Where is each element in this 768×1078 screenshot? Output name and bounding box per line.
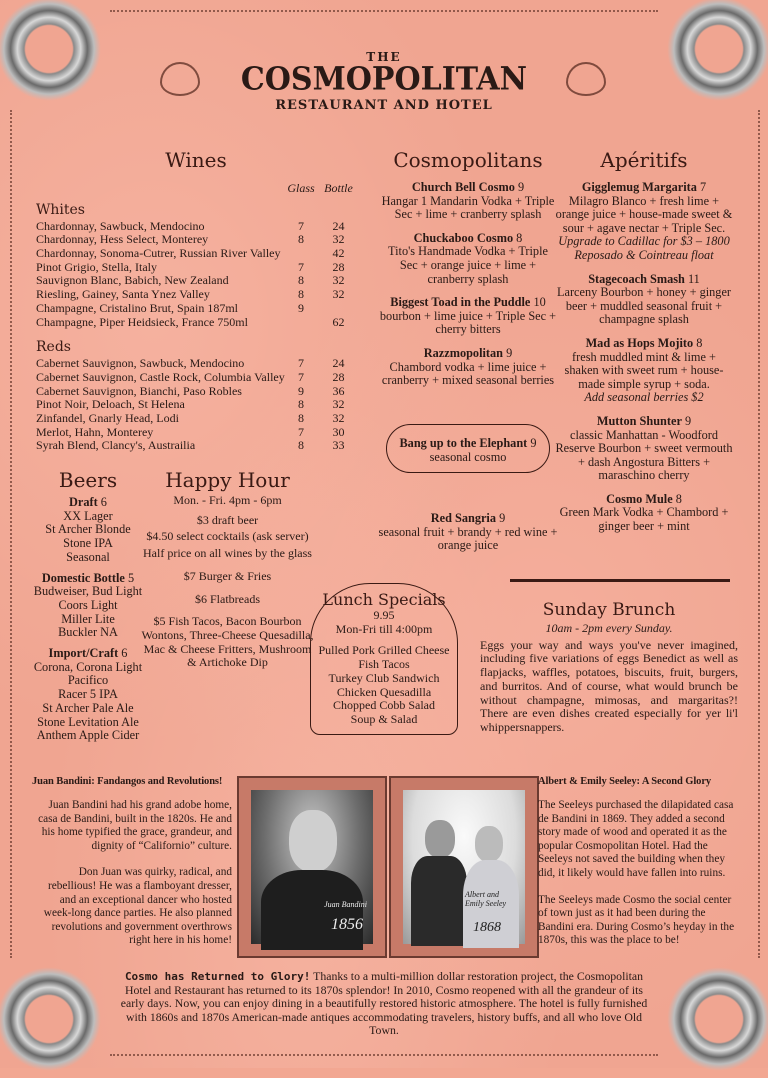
beer-group: [30, 572, 146, 641]
wine-name: Merlot, Hahn, Monterey: [36, 424, 154, 439]
beers-section: [30, 468, 146, 750]
seeley-story: [538, 776, 738, 948]
wine-row: [36, 398, 366, 412]
logo-title: COSMOPOLITAN: [240, 61, 528, 98]
footer-lead: Cosmo has Returned to Glory!: [124, 970, 311, 983]
lunch-specials-section: [310, 583, 458, 735]
wine-row: [36, 357, 366, 371]
lunch-item: Chopped Cobb Salad: [333, 698, 435, 713]
wine-name: Chardonnay, Sawbuck, Mendocino: [36, 218, 205, 233]
glass-header: Glass: [287, 181, 315, 195]
wine-glass-price: 9: [298, 383, 304, 398]
beer-group-name: Draft: [69, 495, 98, 509]
beer-group-price: 6: [121, 646, 128, 661]
lunch-heading: Lunch Specials: [322, 590, 446, 609]
wine-bottle-price: 32: [332, 397, 345, 412]
seeley-portrait: [391, 778, 537, 956]
drink-price: 9: [506, 345, 513, 360]
wine-bottle-price: 33: [332, 438, 345, 453]
portrait-caption: Juan Bandini: [324, 900, 367, 909]
wine-name: Sauvignon Blanc, Babich, New Zealand: [36, 273, 229, 288]
footer-text: [112, 970, 656, 1038]
drink-desc: Tito's Handmade Vodka + Triple Sec + orange juice + lime + cranberry splash: [388, 244, 548, 286]
drink-title: [378, 181, 558, 195]
beer-item: Pacifico: [67, 673, 109, 688]
wine-name: Syrah Blend, Clancy's, Austrailia: [36, 438, 196, 453]
drink-desc: Chambord vodka + lime juice + cranberry + mixed seasonal berries: [381, 359, 555, 388]
corner-ornament: [0, 960, 108, 1078]
wine-name: Cabernet Sauvignon, Sawbuck, Mendocino: [36, 356, 245, 371]
brunch-heading: Sunday Brunch: [542, 600, 676, 620]
beer-item: Seasonal: [66, 549, 110, 564]
drink-title: [378, 347, 558, 361]
drink-title: [555, 337, 733, 351]
lunch-item: Turkey Club Sandwich: [328, 670, 440, 685]
cosmopolitans-heading: Cosmopolitans: [393, 148, 543, 172]
right-border: [758, 110, 764, 958]
bandini-portrait: [239, 778, 385, 956]
wine-glass-price: 8: [298, 287, 304, 302]
drink-name: Mad as Hops Mojito: [585, 335, 694, 350]
portrait-year: 1868: [473, 920, 501, 935]
bottle-header: Bottle: [324, 181, 353, 195]
wine-row: [36, 247, 366, 261]
happy-hour-hours: Mon. - Fri. 4pm - 6pm: [173, 493, 282, 507]
drink-name: Biggest Toad in the Puddle: [390, 295, 531, 310]
wine-name: Riesling, Gainey, Santa Ynez Valley: [36, 287, 210, 302]
wine-bottle-price: 62: [332, 314, 345, 329]
drink-title: [555, 415, 733, 429]
brunch-section: [480, 600, 738, 735]
beer-item: St Archer Pale Ale: [42, 700, 134, 715]
drink-name: Stagecoach Smash: [588, 271, 685, 286]
happy-hour-item: $6 Flatbreads: [195, 591, 260, 606]
wine-row: [36, 233, 366, 247]
wines-heading: Wines: [165, 148, 227, 172]
drink-item: [378, 347, 558, 388]
wine-name: Cabernet Sauvignon, Castle Rock, Columbia Valley: [36, 369, 285, 384]
beer-item: Stone Levitation Ale: [37, 714, 139, 729]
wine-glass-price: 7: [298, 369, 304, 384]
wine-glass-price: 7: [298, 424, 304, 439]
wine-row: [36, 426, 366, 440]
drink-desc: Green Mark Vodka + Chambord + ginger beer + mint: [559, 505, 729, 534]
beer-item: Anthem Apple Cider: [36, 728, 140, 743]
drink-desc: classic Manhattan - Woodford Reserve Bourbon + sweet vermouth + dash Angostura Bitters + maraschino cherry: [555, 427, 733, 483]
drink-title: [555, 273, 733, 287]
beer-group-title: [30, 647, 146, 661]
wine-glass-price: 7: [298, 356, 304, 371]
sangria: [378, 512, 558, 553]
drink-price: 10: [533, 295, 546, 310]
portrait-body: [261, 870, 363, 950]
brunch-hours: 10am - 2pm every Sunday.: [545, 621, 673, 635]
wine-bottle-price: 36: [332, 383, 345, 398]
beer-group-name: Domestic Bottle: [41, 570, 125, 585]
brunch-divider: [510, 579, 730, 582]
whites-heading: Whites: [36, 201, 85, 218]
lunch-item: Soup & Salad: [350, 711, 418, 726]
bandini-heading: Juan Bandini: Fandangos and Revolutions!: [32, 776, 223, 787]
wine-glass-price: 8: [298, 438, 304, 453]
drink-price: 9: [530, 436, 537, 450]
drink-desc: Larceny Bourbon + honey + ginger beer + muddled seasonal fruit + champagne splash: [556, 285, 732, 327]
drink-item: [378, 181, 558, 222]
wine-glass-price: 8: [298, 410, 304, 425]
top-border: [110, 10, 658, 16]
portrait-face: [425, 820, 455, 858]
wine-row: [36, 412, 366, 426]
beer-group-title: [30, 572, 146, 586]
drink-desc: fresh muddled mint & lime + shaken with sweet rum + house-made simple syrup + soda.: [564, 349, 724, 391]
wine-bottle-price: 24: [332, 218, 345, 233]
wine-row: [36, 316, 366, 330]
beers-heading: Beers: [58, 468, 118, 492]
lunch-item: Pulled Pork Grilled Cheese: [318, 643, 450, 658]
wine-name: Chardonnay, Sonoma-Cutrer, Russian River Valley: [36, 246, 281, 261]
wine-glass-price: 9: [298, 300, 304, 315]
wine-glass-price: [286, 316, 316, 330]
logo-subtitle: RESTAURANT AND HOTEL: [275, 98, 493, 113]
seeley-paragraph: The Seeleys purchased the dilapidated casa de Bandini in 1869. They added a second story made of wood and operated it as the popular Cosmopolitan Hotel. Had the Seeleys not saved the building when they did, it likely would have fallen into ruins.: [538, 799, 734, 879]
happy-hour-section: [140, 468, 315, 679]
drink-price: 8: [675, 491, 682, 506]
beer-group: [30, 496, 146, 565]
portrait-face: [475, 826, 503, 862]
wine-glass-price: 8: [298, 232, 304, 247]
portrait-face: [289, 810, 337, 872]
wine-bottle-price: 30: [332, 424, 345, 439]
beer-group: [30, 647, 146, 743]
beer-item: Budweiser, Bud Light: [33, 584, 143, 599]
wine-row: [36, 385, 366, 399]
drink-price: 11: [687, 271, 700, 286]
logo-the: THE: [366, 50, 402, 64]
bandini-story: [32, 776, 232, 948]
portrait-year: 1856: [331, 916, 363, 933]
drink-desc: Milagro Blanco + fresh lime + orange juice + house-made sweet & sour + agave nectar + Triple Sec.: [555, 193, 733, 235]
wine-row: [36, 220, 366, 234]
wine-name: Champagne, Cristalino Brut, Spain 187ml: [36, 300, 238, 315]
drink-name: Church Bell Cosmo: [411, 180, 515, 194]
drink-name: Bang up to the Elephant: [399, 436, 528, 450]
wine-name: Cabernet Sauvignon, Bianchi, Paso Robles: [36, 383, 242, 398]
wine-name: Pinot Noir, Deloach, St Helena: [36, 397, 185, 412]
lunch-item: Fish Tacos: [358, 657, 410, 672]
drink-name: Chuckaboo Cosmo: [413, 230, 514, 245]
wine-bottle-price: 42: [332, 246, 345, 261]
wine-name: Zinfandel, Gnarly Head, Lodi: [36, 410, 179, 425]
left-border: [10, 110, 16, 958]
wine-bottle-price: 28: [332, 369, 345, 384]
bottom-border: [110, 1054, 658, 1060]
lunch-price: 9.95: [373, 608, 395, 622]
drink-title: [555, 181, 733, 195]
wine-name: Pinot Grigio, Stella, Italy: [36, 259, 157, 274]
cosmopolitans-section: [378, 148, 558, 398]
wine-glass-price: 7: [298, 218, 304, 233]
drink-desc: seasonal fruit + brandy + red wine + orange juice: [378, 524, 558, 553]
drink-item: [555, 415, 733, 483]
happy-hour-item: $5 Fish Tacos, Bacon Bourbon Wontons, Three-Cheese Quesadilla, Mac & Cheese Fritters, Mushroom & Artichoke Dip: [141, 614, 314, 670]
portrait-caption: Albert and Emily Seeley: [465, 890, 507, 908]
seeley-heading: Albert & Emily Seeley: A Second Glory: [538, 776, 712, 787]
wine-bottle-price: 32: [332, 410, 345, 425]
wine-bottle-price: 32: [332, 273, 345, 288]
drink-price: 9: [517, 180, 525, 194]
wine-row: [36, 302, 366, 316]
drink-item: [555, 273, 733, 327]
drink-desc: bourbon + lime juice + Triple Sec + cherry bitters: [379, 308, 557, 337]
wine-row: [36, 439, 366, 453]
seeley-paragraph: The Seeleys made Cosmo the social center of town just as it had been during the Bandini era. During Cosmo’s heyday in the 1870s, this was the place to be!: [538, 893, 735, 947]
drink-item: [378, 232, 558, 286]
beer-group-title: [30, 496, 146, 510]
beer-group-name: Import/Craft: [48, 646, 119, 661]
drink-title: [378, 296, 558, 310]
beer-item: XX Lager: [63, 508, 113, 523]
happy-hour-item: Half price on all wines by the glass: [143, 546, 312, 561]
drink-name: Cosmo Mule: [606, 491, 673, 506]
happy-hour-item: $7 Burger & Fries: [183, 568, 272, 583]
wine-bottle-price: 28: [332, 259, 345, 274]
wine-row: [36, 371, 366, 385]
beer-group-price: 5: [127, 570, 135, 585]
bandini-paragraph: Juan Bandini had his grand adobe home, casa de Bandini, built in the 1820s. He and his home typified the grace, grandeur, and dignity of “Californio” culture.: [38, 799, 232, 852]
beer-item: Coors Light: [58, 597, 118, 612]
drink-price: 8: [516, 230, 523, 245]
wine-bottle-price: 32: [332, 287, 345, 302]
lunch-item: Chicken Quesadilla: [336, 684, 432, 699]
beer-item: Corona, Corona Light: [33, 659, 143, 674]
lunch-hours: Mon-Fri till 4:00pm: [335, 621, 433, 636]
drink-item: [555, 493, 733, 534]
drink-name: Gigglemug Margarita: [581, 180, 697, 194]
aperitifs-heading: Apéritifs: [600, 148, 688, 172]
wine-glass-price: 7: [298, 259, 304, 274]
bandini-paragraph: Don Juan was quirky, radical, and rebellious! He was a flamboyant dresser, and an exceptional dancer who hosted week-long dance parties. He also planned revolutions and government overthrows right here in his home!: [43, 866, 232, 947]
drink-note: Upgrade to Cadillac for $3 – 1800 Reposado & Cointreau float: [558, 234, 730, 262]
drink-name: Red Sangria: [430, 511, 496, 525]
drink-title: [555, 493, 733, 507]
wine-name: Chardonnay, Hess Select, Monterey: [36, 232, 209, 247]
reds-heading: Reds: [36, 339, 71, 356]
drink-name: Razzmopolitan: [423, 345, 503, 360]
drink-price: 9: [499, 511, 506, 525]
drink-name: Mutton Shunter: [596, 413, 682, 428]
wine-glass-price: 8: [298, 397, 304, 412]
wine-glass-price: [286, 247, 316, 261]
drink-price: 9: [685, 413, 692, 428]
happy-hour-heading: Happy Hour: [165, 468, 290, 492]
wines-section: [36, 148, 366, 453]
beer-group-price: 6: [100, 495, 107, 509]
aperitifs-section: [555, 148, 733, 544]
wine-row: [36, 261, 366, 275]
wine-glass-price: 8: [298, 273, 304, 288]
happy-hour-item: $4.50 select cocktails (ask server): [146, 529, 309, 544]
drink-price: 7: [700, 180, 707, 194]
footer-body: Thanks to a multi-million dollar restoration project, the Cosmopolitan Hotel and Restaurant has returned to its 1870s splendor! In 2010, Cosmo reopened with all the grandeur of its early days. Now, you can enjoy dining in a beautifully restored historic atmosphere. The hotel is fully furnished with 1860s and 1870s American-made antiques accommodating travelers, history buffs, and all who love Old Town.: [120, 969, 648, 1038]
drink-item: [378, 296, 558, 337]
drink-note: Add seasonal berries $2: [584, 390, 704, 405]
drink-price: 8: [696, 335, 703, 350]
wine-row: [36, 288, 366, 302]
beer-item: Buckler NA: [58, 625, 118, 640]
wine-row: [36, 274, 366, 288]
wine-name: Champagne, Piper Heidsieck, France 750ml: [36, 314, 248, 329]
featured-cocktail: [386, 424, 550, 473]
corner-ornament: [660, 960, 768, 1078]
wine-bottle-price: 32: [332, 232, 345, 247]
wine-bottle-price: 24: [332, 356, 345, 371]
portrait-body: [411, 856, 467, 946]
brunch-text: Eggs your way and ways you've never imagined, including five variations of eggs Benedict as well as flapjacks, waffles, potatoes, biscuits, fruit, burgers, and burritos. And of course, what would brunch be without champagne, mimosas, and margaritas?! There are even dishes created especially for yer li'l whippersnappers.: [480, 637, 738, 734]
beer-item: Racer 5 IPA: [58, 687, 118, 702]
drink-title: [378, 232, 558, 246]
drink-desc: seasonal cosmo: [429, 449, 507, 464]
beer-item: Miller Lite: [61, 611, 115, 626]
wine-bottle-price: [316, 302, 361, 316]
beer-item: Stone IPA: [63, 536, 113, 551]
happy-hour-item: $3 draft beer: [196, 512, 259, 527]
beer-item: St Archer Blonde: [45, 522, 131, 537]
drink-desc: Hangar 1 Mandarin Vodka + Triple Sec + lime + cranberry splash: [381, 193, 555, 222]
drink-item: [555, 181, 733, 263]
drink-item: [555, 337, 733, 405]
